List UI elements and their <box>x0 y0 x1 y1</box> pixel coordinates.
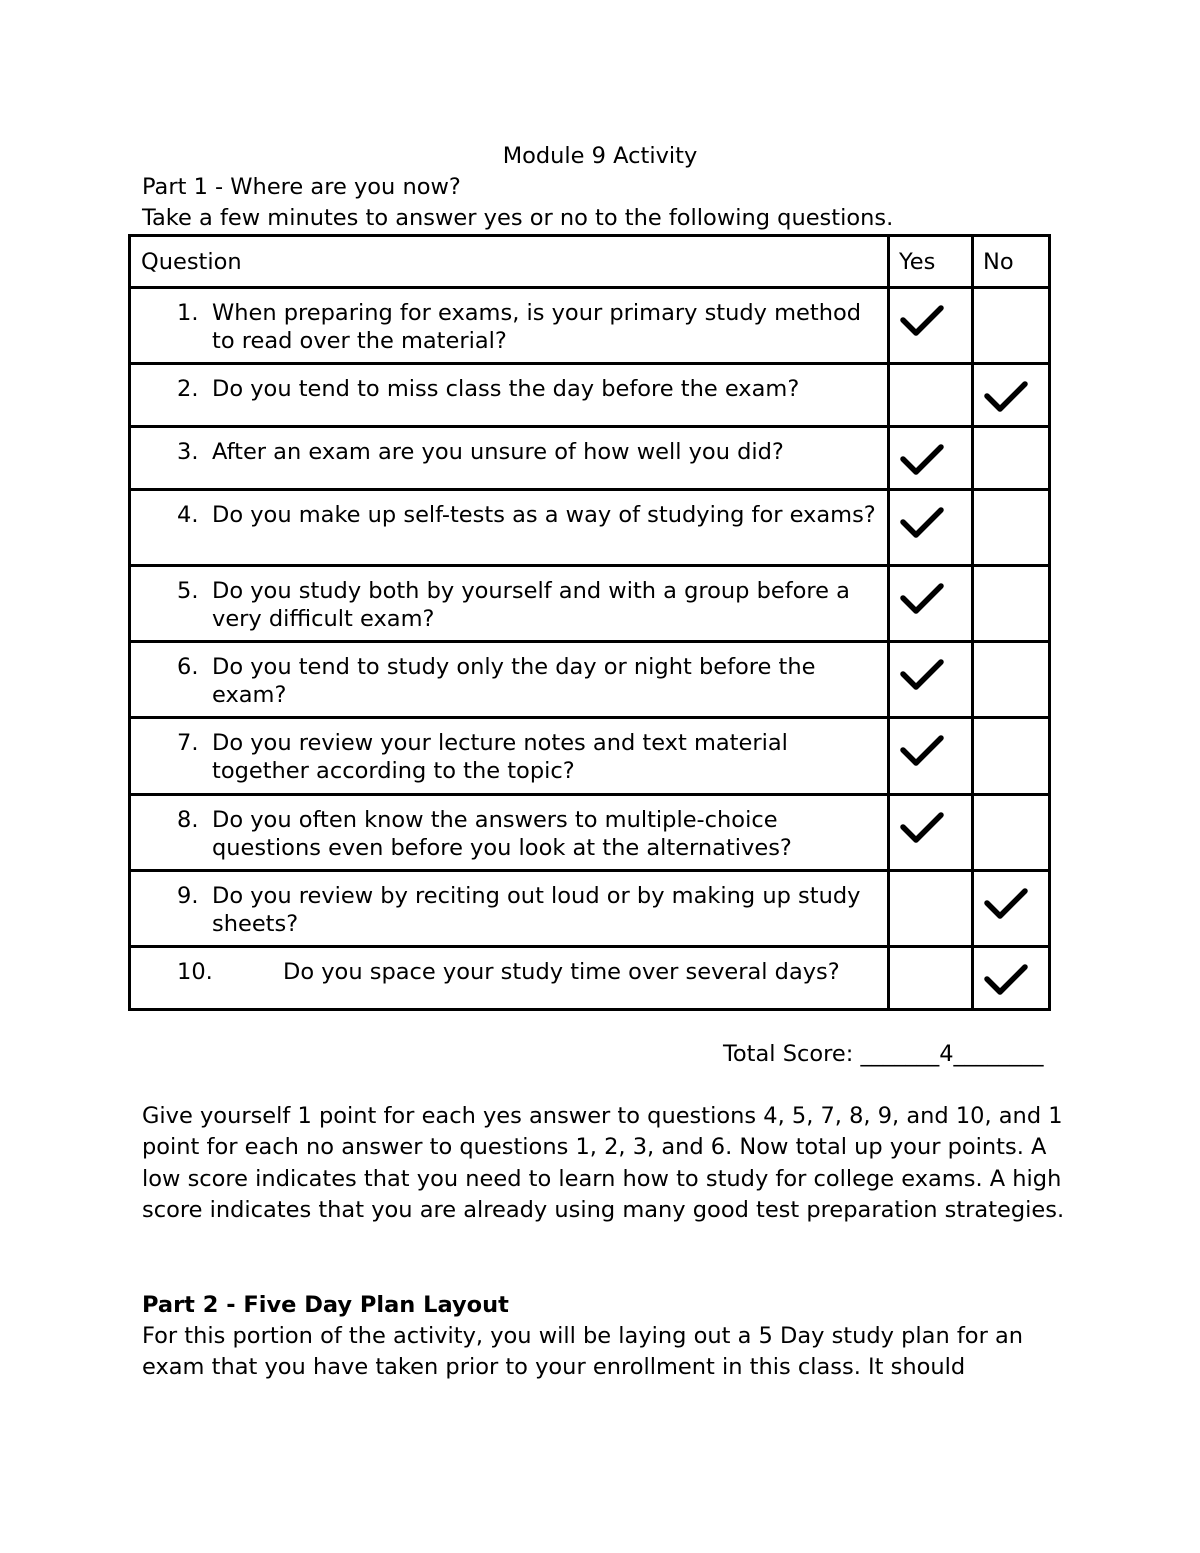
table-row <box>130 490 1050 566</box>
question-number: 3. <box>177 439 199 465</box>
part2-heading: Part 2 - Five Day Plan Layout <box>142 1292 509 1318</box>
question-number: 4. <box>177 502 199 528</box>
yes-cell[interactable] <box>889 566 973 642</box>
header-yes: Yes <box>889 236 973 288</box>
no-cell[interactable] <box>973 795 1050 871</box>
question-text: Do you tend to miss class the day before the exam? <box>212 376 800 402</box>
yes-cell[interactable] <box>889 364 973 427</box>
yes-cell[interactable] <box>889 288 973 364</box>
yes-cell[interactable] <box>889 871 973 947</box>
no-cell[interactable] <box>973 871 1050 947</box>
checkmark-icon <box>900 735 944 767</box>
question-cell <box>130 427 889 490</box>
no-cell[interactable] <box>973 288 1050 364</box>
question-text: Do you make up self-tests as a way of studying for exams? <box>212 502 876 528</box>
no-cell[interactable] <box>973 642 1050 718</box>
part2-paragraph: For this portion of the activity, you will be laying out a 5 Day study plan for an exam that you have taken prior to your enrollment in this class. It should <box>142 1323 1024 1381</box>
question-number: 7. <box>177 730 199 756</box>
yes-cell[interactable] <box>889 795 973 871</box>
question-text: Do you review by reciting out loud or by making up study sheets? <box>212 883 861 937</box>
table-row <box>130 871 1050 947</box>
question-cell <box>130 871 889 947</box>
checkmark-icon <box>900 583 944 615</box>
checkmark-icon <box>900 812 944 844</box>
yes-cell[interactable] <box>889 947 973 1010</box>
question-number: 8. <box>177 807 199 833</box>
no-cell[interactable] <box>973 490 1050 566</box>
question-text: Do you tend to study only the day or night before the exam? <box>212 654 816 708</box>
table-row <box>130 795 1050 871</box>
question-cell <box>130 364 889 427</box>
no-cell[interactable] <box>973 947 1050 1010</box>
question-number: 6. <box>177 654 199 680</box>
scoring-instructions: Give yourself 1 point for each yes answer to questions 4, 5, 7, 8, 9, and 10, and 1 point for each no answer to questions 1, 2, 3, and 6. Now total up your points. A low score indicates that you need to learn how to study for college exams. A high score indicates that you are already using many good test preparation strategies. <box>142 1103 1065 1223</box>
question-text: Do you study both by yourself and with a group before a very difficult exam? <box>212 578 850 632</box>
question-cell <box>130 566 889 642</box>
question-cell <box>130 718 889 795</box>
question-cell <box>130 795 889 871</box>
question-cell <box>130 947 889 1010</box>
total-score: Total Score: _______4________ <box>723 1041 1044 1067</box>
table-row <box>130 288 1050 364</box>
table-row <box>130 427 1050 490</box>
checkmark-icon <box>900 659 944 691</box>
table-row <box>130 364 1050 427</box>
question-number: 1. <box>177 300 199 326</box>
question-text: After an exam are you unsure of how well you did? <box>212 439 784 465</box>
question-cell <box>130 490 889 566</box>
yes-cell[interactable] <box>889 427 973 490</box>
question-number: 2. <box>177 376 199 402</box>
question-number: 10. <box>177 959 213 985</box>
table-row <box>130 566 1050 642</box>
yes-cell[interactable] <box>889 642 973 718</box>
question-cell <box>130 288 889 364</box>
question-cell <box>130 642 889 718</box>
question-number: 5. <box>177 578 199 604</box>
header-question: Question <box>130 236 889 288</box>
part1-instructions: Take a few minutes to answer yes or no to the following questions. <box>142 205 894 231</box>
no-cell[interactable] <box>973 427 1050 490</box>
no-cell[interactable] <box>973 718 1050 795</box>
table-row <box>130 718 1050 795</box>
yes-cell[interactable] <box>889 718 973 795</box>
question-text: Do you review your lecture notes and text material together according to the topic? <box>212 730 788 784</box>
checkmark-icon <box>900 444 944 476</box>
table-row <box>130 947 1050 1010</box>
question-number: 9. <box>177 883 199 909</box>
checkmark-icon <box>900 305 944 337</box>
page-title: Module 9 Activity <box>502 143 698 169</box>
yes-cell[interactable] <box>889 490 973 566</box>
checkmark-icon <box>900 507 944 539</box>
part1-heading: Part 1 - Where are you now? <box>142 174 461 200</box>
checkmark-icon <box>984 888 1028 920</box>
no-cell[interactable] <box>973 364 1050 427</box>
question-text: Do you often know the answers to multiple-choice questions even before you look at the alternatives? <box>212 807 792 861</box>
table-header-row <box>130 236 1050 288</box>
question-text: Do you space your study time over several days? <box>283 959 840 985</box>
questionnaire-table <box>128 234 1051 1011</box>
no-cell[interactable] <box>973 566 1050 642</box>
checkmark-icon <box>984 381 1028 413</box>
checkmark-icon <box>984 964 1028 996</box>
header-no: No <box>973 236 1050 288</box>
question-text: When preparing for exams, is your primary study method to read over the material? <box>212 300 862 354</box>
table-row <box>130 642 1050 718</box>
